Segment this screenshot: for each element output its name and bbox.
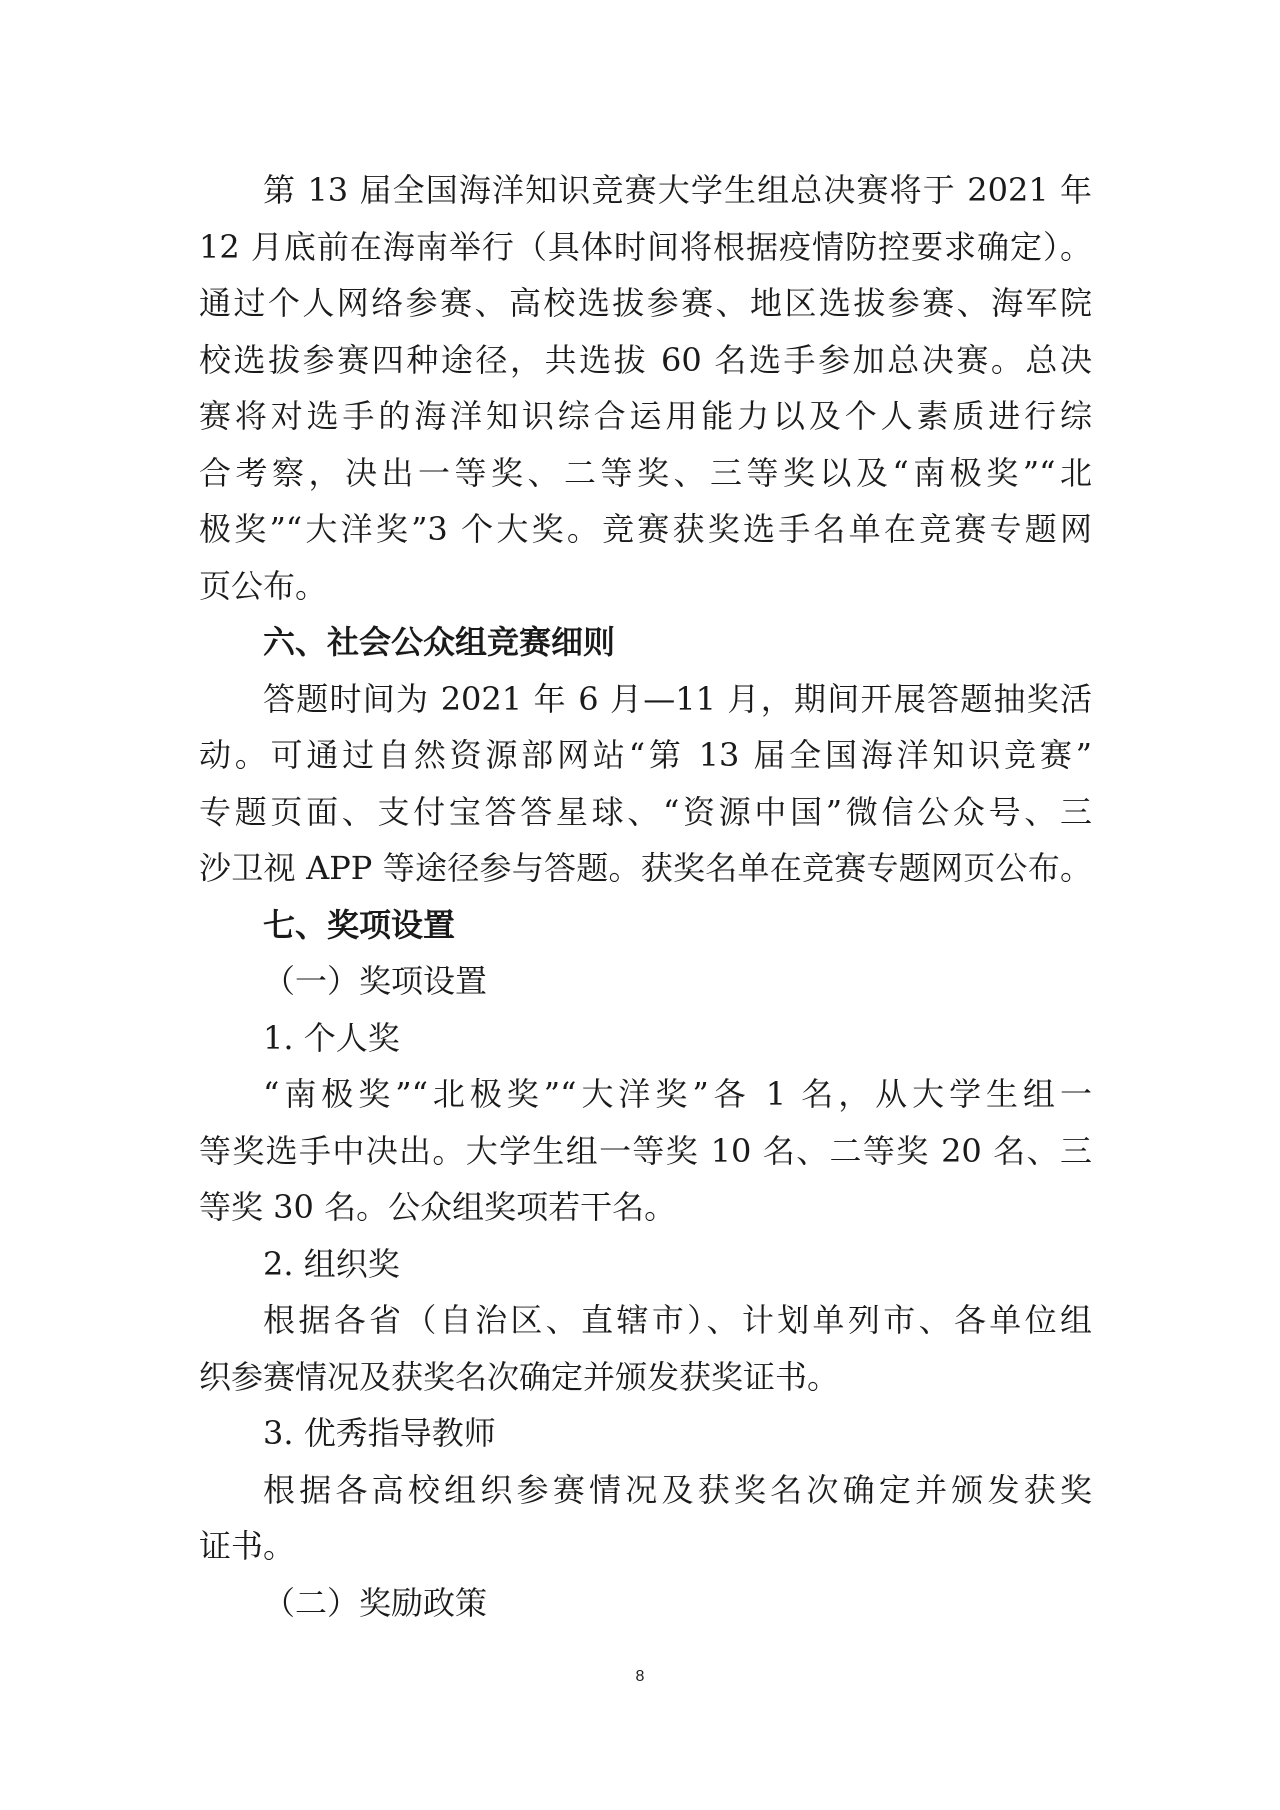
section-heading-6: 六、社会公众组竞赛细则 [263, 623, 616, 661]
paragraph-line: 第 13 届全国海洋知识竞赛大学生组总决赛将于 2021 年 [263, 171, 1092, 209]
subsection-heading: （二）奖励政策 [263, 1583, 488, 1622]
paragraph-line: 12 月底前在海南举行（具体时间将根据疫情防控要求确定）。 [199, 227, 1092, 266]
subsection-heading: （一）奖项设置 [263, 962, 488, 1000]
paragraph-line: 通过个人网络参赛、高校选拔参赛、地区选拔参赛、海军院 [199, 284, 1092, 322]
paragraph-line: “南极奖”“北极奖”“大洋奖”各 1 名，从大学生组一 [263, 1075, 1092, 1113]
page-number: 8 [635, 1668, 645, 1685]
paragraph-line: 织参赛情况及获奖名次确定并颁发获奖证书。 [199, 1357, 840, 1396]
paragraph-line: 专题页面、支付宝答答星球、“资源中国”微信公众号、三 [199, 792, 1092, 831]
paragraph-line: 合考察，决出一等奖、二等奖、三等奖以及“南极奖”“北 [199, 453, 1092, 492]
paragraph-line: 动。可通过自然资源部网站“第 13 届全国海洋知识竞赛” [199, 736, 1092, 774]
item-heading: 2. 组织奖 [263, 1244, 400, 1283]
paragraph-line: 答题时间为 2021 年 6 月—11 月，期间开展答题抽奖活 [263, 679, 1092, 718]
paragraph-line: 根据各省（自治区、直辖市）、计划单列市、各单位组 [263, 1301, 1092, 1339]
paragraph-line: 极奖”“大洋奖”3 个大奖。竞赛获奖选手名单在竞赛专题网 [199, 510, 1092, 548]
document-body [199, 162, 1092, 1631]
section-heading-7: 七、奖项设置 [263, 905, 456, 944]
paragraph-line: 页公布。 [199, 566, 328, 605]
paragraph-line: 根据各高校组织参赛情况及获奖名次确定并颁发获奖 [263, 1470, 1092, 1509]
item-heading: 3. 优秀指导教师 [263, 1414, 496, 1452]
paragraph-line: 证书。 [199, 1527, 296, 1565]
paragraph-line: 赛将对选手的海洋知识综合运用能力以及个人素质进行综 [199, 397, 1092, 435]
paragraph-line: 校选拔参赛四种途径，共选拔 60 名选手参加总决赛。总决 [199, 340, 1092, 379]
paragraph-line: 沙卫视 APP 等途径参与答题。获奖名单在竞赛专题网页公布。 [199, 849, 1092, 887]
item-heading: 1. 个人奖 [263, 1018, 400, 1057]
paragraph-line: 等奖选手中决出。大学生组一等奖 10 名、二等奖 20 名、三 [199, 1131, 1092, 1170]
paragraph-line: 等奖 30 名。公众组奖项若干名。 [199, 1188, 677, 1226]
